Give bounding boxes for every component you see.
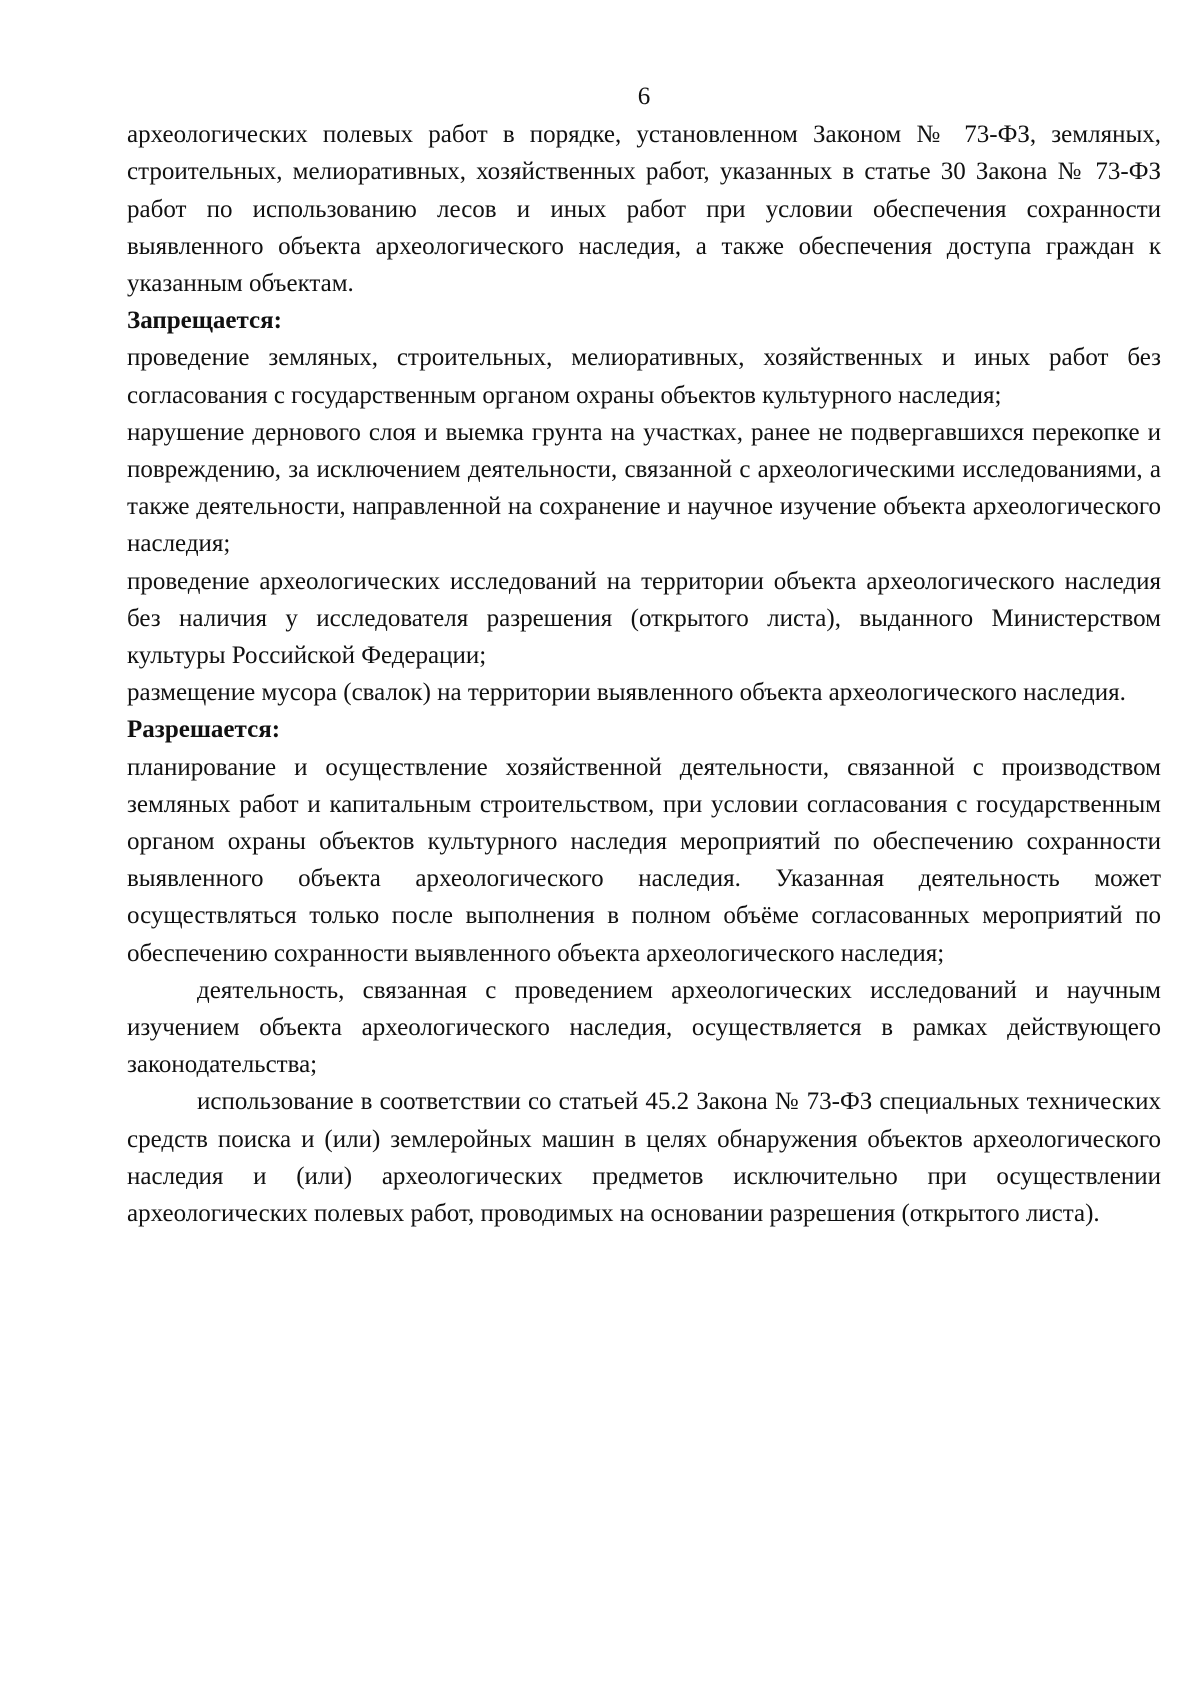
paragraph-allowed-1: планирование и осуществление хозяйственной деятельности, связанной с производством земляных работ и капитальным строительством, при условии согласования с государственным органом охраны объектов культурного наследия мероприятий по обеспечению сохранности выявленного объекта археологического наследия. Указанная деятельность может осуществляться только после выполнения в полном объёме согласованных мероприятий по обеспечению сохранности выявленного объекта археологического наследия; [127,753,1161,967]
heading-prohibited: Запрещается: [127,307,283,335]
paragraph-prohibited-3: проведение археологических исследований на территории объекта археологического наследия без наличия у исследователя разрешения (открытого листа), выданного Министерством культуры Российской Федерации; [127,567,1161,670]
document-body [127,116,1161,1232]
paragraph-allowed-3: использование в соответствии со статьей 45.2 Закона № 73-ФЗ специальных технических средств поиска и (или) землеройных машин в целях обнаружения объектов археологического наследия и (или) археологических предметов исключительно при осуществлении археологических полевых работ, проводимых на основании разрешения (открытого листа). [127,1088,1161,1228]
paragraph-prohibited-4: размещение мусора (свалок) на территории выявленного объекта археологического наследия. [127,679,1126,707]
heading-allowed: Разрешается: [127,716,281,744]
paragraph-prohibited-1: проведение земляных, строительных, мелиоративных, хозяйственных и иных работ без согласования с государственным органом охраны объектов культурного наследия; [127,344,1161,409]
page-number: 6 [637,83,651,110]
paragraph-intro: археологических полевых работ в порядке, установленном Законом № 73-ФЗ, земляных, строительных, мелиоративных, хозяйственных работ, указанных в статье 30 Закона № 73-ФЗ работ по использованию лесов и иных работ при условии обеспечения сохранности выявленного объекта археологического наследия, а также обеспечения доступа граждан к указанным объектам. [127,121,1161,298]
paragraph-allowed-2: деятельность, связанная с проведением археологических исследований и научным изучением объекта археологического наследия, осуществляется в рамках действующего законодательства; [127,976,1161,1079]
paragraph-prohibited-2: нарушение дернового слоя и выемка грунта на участках, ранее не подвергавшихся перекопке и повреждению, за исключением деятельности, связанной с археологическими исследованиями, а также деятельности, направленной на сохранение и научное изучение объекта археологического наследия; [127,418,1161,558]
